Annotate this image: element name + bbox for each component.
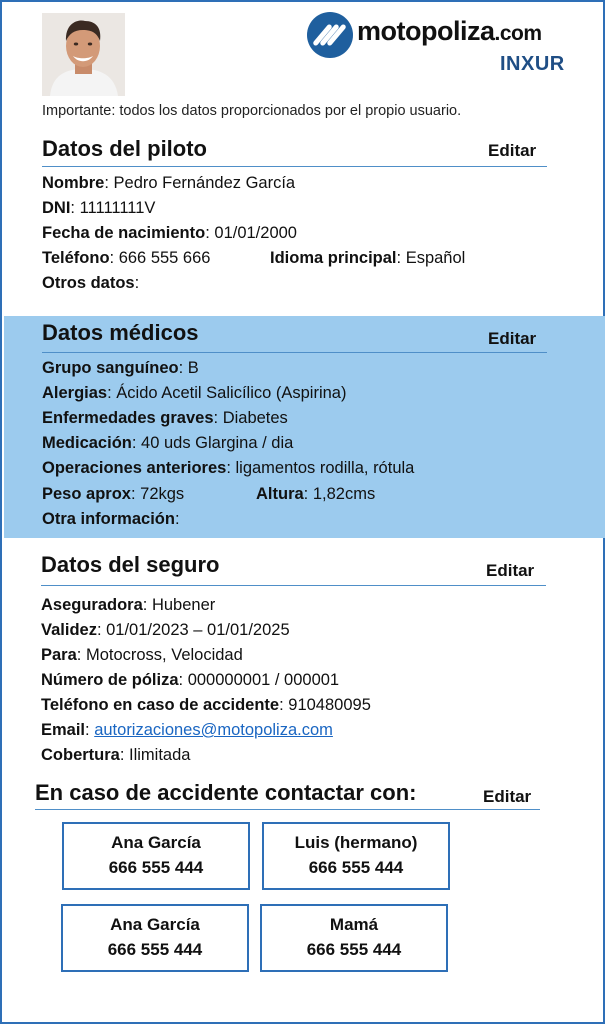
edit-contacts-button[interactable]: Editar bbox=[483, 787, 532, 806]
insurer-row: Aseguradora: Hubener bbox=[41, 596, 216, 614]
medical-other-row: Otra información: bbox=[42, 510, 180, 528]
brand-logo bbox=[307, 12, 577, 82]
divider bbox=[42, 352, 547, 353]
brand-name: motopoliza bbox=[357, 16, 495, 46]
pilot-phone-row: Teléfono: 666 555 666 bbox=[42, 249, 211, 267]
validity-row: Validez: 01/01/2023 – 01/01/2025 bbox=[41, 621, 290, 639]
pilot-section bbox=[4, 130, 605, 310]
motopoliza-logo-icon bbox=[307, 12, 353, 58]
brand-suffix: .com bbox=[494, 22, 542, 45]
accident-phone-row: Teléfono en caso de accidente: 910480095 bbox=[41, 696, 371, 714]
edit-medical-button[interactable]: Editar bbox=[488, 329, 537, 348]
divider bbox=[42, 166, 547, 167]
contacts-section-title: En caso de accidente contactar con: bbox=[35, 780, 417, 805]
insurance-section bbox=[4, 548, 605, 770]
weight-row: Peso aprox: 72kgs bbox=[42, 485, 185, 503]
avatar-photo bbox=[42, 13, 125, 96]
coverage-for-row: Para: Motocross, Velocidad bbox=[41, 646, 243, 664]
email-row: Email: autorizaciones@motopoliza.com bbox=[41, 721, 333, 739]
pilot-other-row: Otros datos: bbox=[42, 274, 140, 292]
blood-group-row: Grupo sanguíneo: B bbox=[42, 359, 199, 377]
divider bbox=[35, 809, 540, 810]
edit-insurance-button[interactable]: Editar bbox=[486, 561, 535, 580]
edit-pilot-button[interactable]: Editar bbox=[488, 141, 537, 160]
contact-name: Ana García bbox=[111, 833, 201, 852]
contact-name: Mamá bbox=[329, 915, 379, 934]
contact-phone: 666 555 444 bbox=[108, 858, 204, 877]
medical-section-title: Datos médicos bbox=[42, 320, 199, 345]
contact-card[interactable] bbox=[61, 904, 249, 972]
contact-phone: 666 555 444 bbox=[308, 858, 404, 877]
contact-card[interactable] bbox=[260, 904, 448, 972]
operations-row: Operaciones anteriores: ligamentos rodilla, rótula bbox=[42, 459, 415, 477]
contact-card[interactable] bbox=[262, 822, 450, 890]
medication-row: Medicación: 40 uds Glargina / dia bbox=[42, 434, 294, 452]
divider bbox=[41, 585, 546, 586]
contact-phone: 666 555 444 bbox=[107, 940, 203, 959]
policy-number-row: Número de póliza: 000000001 / 000001 bbox=[41, 671, 340, 689]
avatar bbox=[42, 13, 125, 96]
partner-logo: INXUR bbox=[500, 53, 565, 75]
insurance-section-title: Datos del seguro bbox=[41, 552, 220, 577]
pilot-birth-row: Fecha de nacimiento: 01/01/2000 bbox=[42, 224, 297, 242]
pilot-section-title: Datos del piloto bbox=[42, 136, 207, 161]
pilot-language-row: Idioma principal: Español bbox=[270, 249, 466, 267]
diseases-row: Enfermedades graves: Diabetes bbox=[42, 409, 288, 427]
email-link[interactable]: autorizaciones@motopoliza.com bbox=[94, 721, 333, 739]
allergies-row: Alergias: Ácido Acetil Salicílico (Aspirina) bbox=[42, 384, 347, 402]
pilot-name-row: Nombre: Pedro Fernández García bbox=[42, 174, 296, 192]
disclaimer-notice: Importante: todos los datos proporcionados por el propio usuario. bbox=[42, 103, 462, 119]
coverage-row: Cobertura: Ilimitada bbox=[41, 746, 191, 764]
contact-card[interactable] bbox=[62, 822, 250, 890]
pilot-dni-row: DNI: 11111111V bbox=[42, 199, 156, 217]
contact-name: Ana García bbox=[110, 915, 200, 934]
contact-name: Luis (hermano) bbox=[294, 833, 418, 852]
medical-section bbox=[4, 316, 605, 538]
emergency-contacts-section bbox=[4, 774, 605, 1014]
contact-phone: 666 555 444 bbox=[306, 940, 402, 959]
height-row: Altura: 1,82cms bbox=[256, 485, 376, 503]
